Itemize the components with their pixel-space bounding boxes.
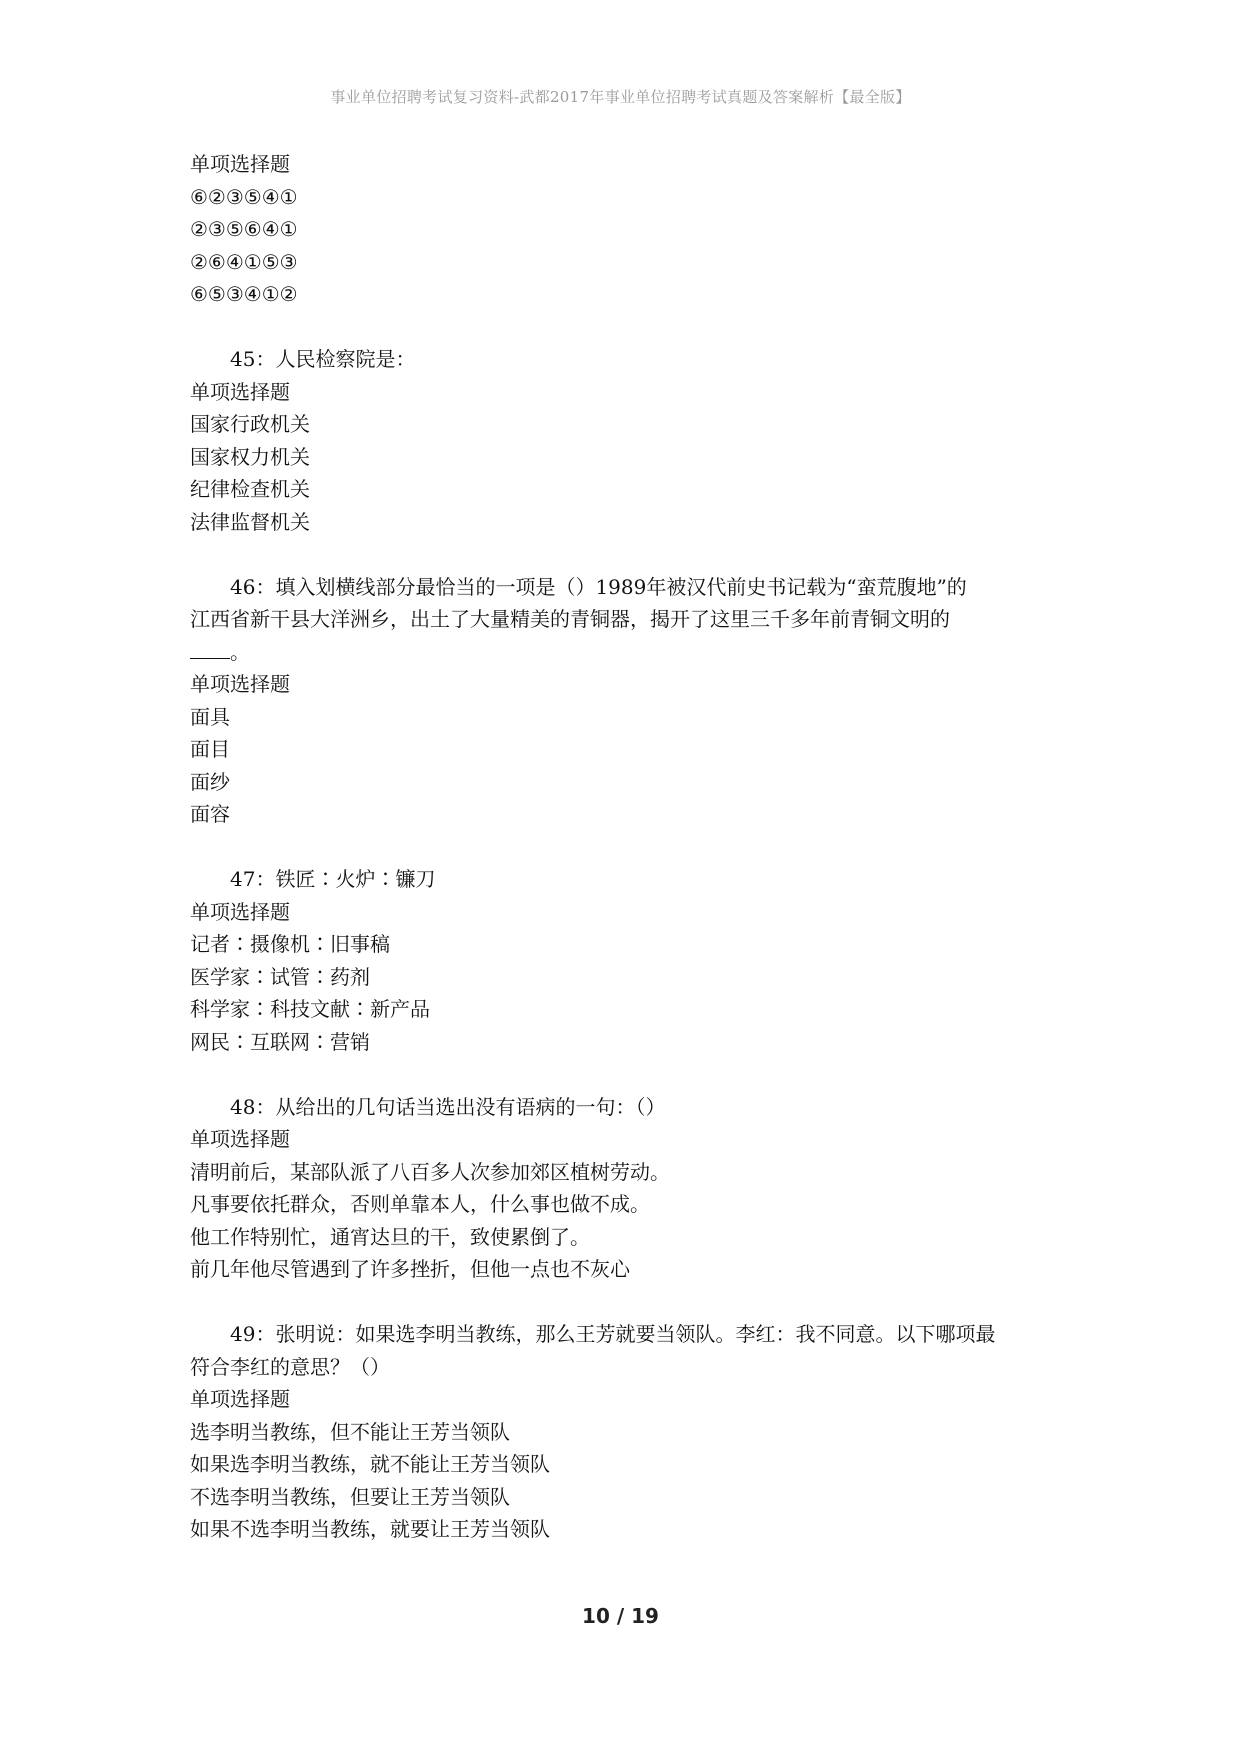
option-d: 面容 [190,802,230,826]
option-a: 清明前后，某部队派了八百多人次参加郊区植树劳动。 [190,1159,670,1184]
option-d: 法律监督机关 [190,509,310,534]
question-type: 单项选择题 [190,899,290,924]
question-45 [190,343,1070,538]
page-header: 事业单位招聘考试复习资料-武都2017年事业单位招聘考试真题及答案解析【最全版】 [330,88,911,106]
option-c: 他工作特别忙，通宵达旦的干，致使累倒了。 [190,1224,590,1249]
question-47 [190,863,1070,1058]
question-type: 单项选择题 [190,1127,290,1151]
question-type: 单项选择题 [190,672,290,696]
option-a: ⑥②③⑤④① [190,184,298,209]
option-c: 不选李明当教练，但要让王芳当领队 [190,1484,510,1509]
spacer [190,1286,1070,1319]
question-type: 单项选择题 [190,152,290,176]
stem-end-punct: 。 [230,639,250,664]
spacer [190,538,1070,571]
option-b: 如果选李明当教练，就不能让王芳当领队 [190,1452,550,1476]
question-type: 单项选择题 [190,379,290,404]
option-d: 网民∶互联网∶营销 [190,1029,370,1054]
option-c: 面纱 [190,769,230,794]
question-49 [190,1318,1070,1546]
question-type: 单项选择题 [190,1387,290,1411]
question-stem: 47：铁匠∶火炉∶镰刀 [230,867,436,891]
option-d: ⑥⑤③④①② [190,282,298,306]
question-stem: 45：人民检察院是： [230,347,416,371]
question-48 [190,1091,1070,1286]
option-b: 凡事要依托群众，否则单靠本人，什么事也做不成。 [190,1192,650,1216]
page-number: 10 / 19 [582,1604,659,1628]
option-c: 科学家∶科技文献∶新产品 [190,997,430,1021]
option-a: 国家行政机关 [190,412,310,436]
spacer [190,1058,1070,1091]
question-stem-line-1: 49：张明说：如果选李明当教练，那么王芳就要当领队。李红：我不同意。以下哪项最 [230,1322,996,1346]
spacer [190,311,1070,344]
question-stem-line-3 [190,636,1070,669]
fill-blank [190,640,230,659]
option-b: 医学家∶试管∶药剂 [190,964,370,989]
option-b: 面目 [190,737,230,761]
question-stem-line-1: 46：填入划横线部分最恰当的一项是（）1989年被汉代前史书记载为“蛮荒腹地”的 [230,574,967,599]
option-d: 前几年他尽管遇到了许多挫折，但他一点也不灰心 [190,1257,630,1281]
option-a: 选李明当教练，但不能让王芳当领队 [190,1419,510,1444]
option-b: 国家权力机关 [190,444,310,469]
option-d: 如果不选李明当教练，就要让王芳当领队 [190,1517,550,1541]
document-body [190,148,1070,1546]
question-stem: 48：从给出的几句话当选出没有语病的一句：（） [230,1094,666,1119]
option-c: ②⑥④①⑤③ [190,249,298,274]
option-b: ②③⑤⑥④① [190,217,298,241]
question-stem-line-2: 江西省新干县大洋洲乡，出土了大量精美的青铜器，揭开了这里三千多年前青铜文明的 [190,607,950,631]
question-46 [190,571,1070,831]
option-a: 面具 [190,704,230,729]
question-44-tail [190,148,1070,311]
option-c: 纪律检查机关 [190,477,310,501]
option-a: 记者∶摄像机∶旧事稿 [190,932,390,956]
spacer [190,831,1070,864]
question-stem-line-2: 符合李红的意思？（） [190,1354,390,1379]
